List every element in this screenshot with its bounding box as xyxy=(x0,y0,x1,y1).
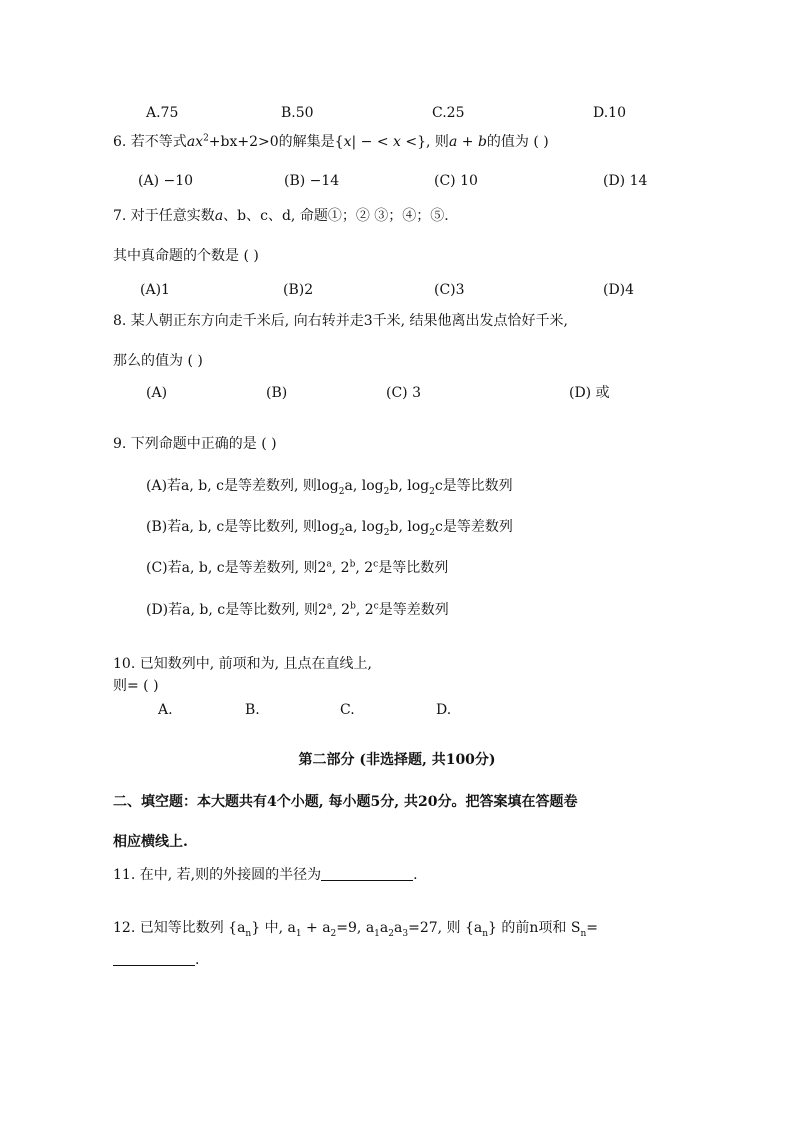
q8-stem: 8. 某人朝正东方向走千米后, 向右转并走3千米, 结果他离出发点恰好千米, xyxy=(113,313,568,329)
q5-option-b: B.50 xyxy=(281,105,314,121)
q6-option-b: (B) −14 xyxy=(284,173,340,189)
q7-option-c: (C)3 xyxy=(434,282,465,298)
q5-option-a: A.75 xyxy=(146,105,179,121)
q8-question: 那么的值为 ( ) xyxy=(113,353,203,369)
fill-in-section-heading: 二、填空题：本大题共有4个小题, 每小题5分, 共20分。把答案填在答题卷 xyxy=(113,794,578,810)
q6-stem: 6. 若不等式$ax^2+bx+2>0$的解集是{x| − < x <}, 则a + b的值为 ( ) xyxy=(113,133,549,150)
q11-answer-blank xyxy=(321,866,413,881)
q6-option-c: (C) 10 xyxy=(434,173,478,189)
q8-option-d: (D) 或 xyxy=(569,385,610,401)
q10-option-b: B. xyxy=(245,702,260,718)
q9-option-d: (D)若a, b, c是等比数列, 则2$^a$, 2$^b$, 2$^c$是等差数列 xyxy=(146,601,449,618)
q12-answer-line: . xyxy=(113,951,199,969)
q7-question: 其中真命题的个数是 ( ) xyxy=(113,248,259,264)
q11-stem: 11. 在中, 若,则的外接圆的半径为 . xyxy=(113,867,418,883)
q8-option-b: (B) xyxy=(266,385,288,401)
q6-option-a: (A) −10 xyxy=(138,173,194,189)
q8-option-c: (C) 3 xyxy=(386,385,421,401)
q6-option-d: (D) 14 xyxy=(603,173,648,189)
q12-answer-blank xyxy=(113,951,195,966)
q10-option-c: C. xyxy=(340,702,355,718)
q9-option-b: (B)若a, b, c是等比数列, 则$\log_2a$, $\log_2b$, $\log_2c$是等差数列 xyxy=(146,519,513,538)
q9-option-c: (C)若a, b, c是等差数列, 则2$^a$, 2$^b$, 2$^c$是等比数列 xyxy=(146,559,449,576)
q12-stem: 12. 已知等比数列 $\{a_n\}$ 中, $a_1 + a_2=9$, $a_1a_2a_3=27$, 则 $\{a_n\}$ 的前n项和 $S_n=$ xyxy=(113,920,598,939)
q7-option-b: (B)2 xyxy=(283,282,314,298)
q9-option-a: (A)若a, b, c是等差数列, 则$\log_2a$, $\log_2b$, $\log_2c$是等比数列 xyxy=(146,478,513,497)
q9-stem: 9. 下列命题中正确的是 ( ) xyxy=(113,436,277,452)
q8-option-a: (A) xyxy=(146,385,168,401)
q7-option-a: (A)1 xyxy=(140,282,170,298)
q7-stem: 7. 对于任意实数a、b、c、d, 命题①；② ③；④；⑤. xyxy=(113,208,449,224)
q10-stem: 10. 已知数列中, 前项和为, 且点在直线上, xyxy=(113,656,372,672)
q5-option-c: C.25 xyxy=(432,105,465,121)
part-two-title: 第二部分 (非选择题, 共100分) xyxy=(298,752,496,768)
fill-in-section-heading-cont: 相应横线上. xyxy=(113,834,188,850)
q7-option-d: (D)4 xyxy=(603,282,635,298)
q10-option-a: A. xyxy=(158,702,173,718)
q10-option-d: D. xyxy=(436,702,452,718)
q5-option-d: D.10 xyxy=(593,105,626,121)
q10-question: 则= ( ) xyxy=(113,678,159,694)
